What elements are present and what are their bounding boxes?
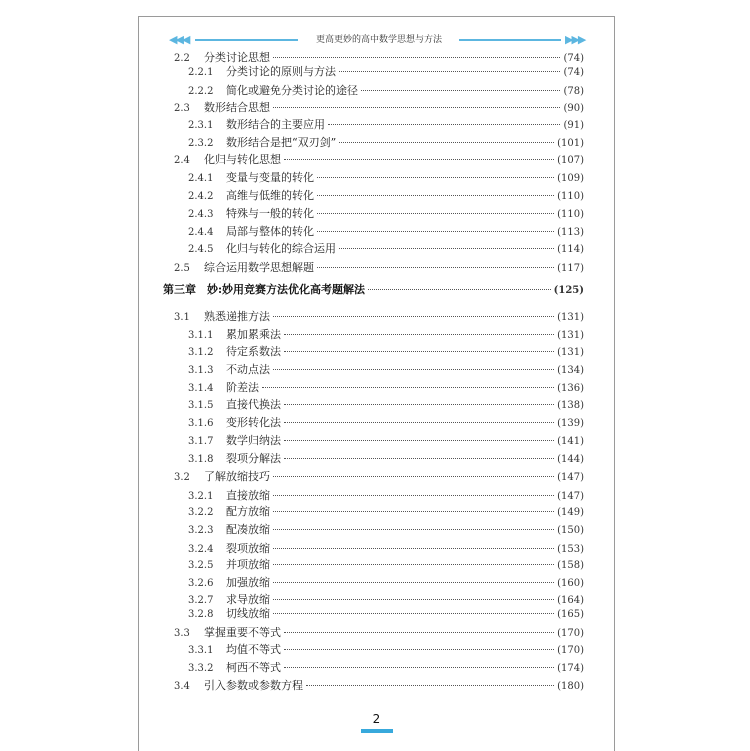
toc-page-number: (113) [557,227,584,238]
toc-entry-number: 3.3.1 [188,645,214,656]
toc-page-number: (150) [557,525,584,536]
toc-dot-leader [306,685,554,686]
toc-entry-title: 裂项分解法 [226,452,281,465]
toc-entry-number: 3.1.2 [188,347,214,358]
toc-entry[interactable] [188,168,584,188]
toc-page-number: (147) [557,472,584,483]
toc-entry-number: 3.2.4 [188,544,214,555]
toc-page-number: (131) [557,347,584,358]
toc-dot-leader [273,564,554,565]
toc-entry-number: 3.2.3 [188,525,214,536]
toc-entry-number: 2.3.1 [188,120,214,131]
toc-page-number: (144) [557,454,584,465]
toc-entry-title: 了解放缩技巧 [204,470,270,483]
toc-page-number: (101) [557,138,584,149]
toc-page-number: (164) [557,595,584,606]
toc-entry[interactable] [188,62,584,82]
toc-entry-number: 2.4.5 [188,244,214,255]
toc-entry-title: 引入参数或参数方程 [204,679,303,692]
toc-page-number: (74) [563,67,584,78]
toc-page-number: (125) [553,285,584,296]
toc-dot-leader [328,124,560,125]
toc-entry[interactable] [188,449,584,469]
header-book-title: 更高更妙的高中数学思想与方法 [315,35,442,45]
toc-entry-title: 不动点法 [226,363,270,376]
toc-entry[interactable] [188,640,584,660]
toc-entry[interactable] [188,115,584,135]
toc-entry-number: 3.1.6 [188,418,214,429]
toc-entry-number: 3.2.6 [188,578,214,589]
toc-entry-number: 2.5 [174,263,190,274]
book-page [138,16,615,751]
toc-entry-number: 2.4.1 [188,173,214,184]
toc-entry-number: 3.2.8 [188,609,214,620]
toc-entry-title: 裂项放缩 [226,542,270,555]
toc-entry-number: 3.1 [174,312,190,323]
toc-entry-number: 3.1.4 [188,383,214,394]
toc-entry[interactable] [174,150,584,170]
toc-entry-title: 高维与低维的转化 [226,189,314,202]
toc-dot-leader [273,107,560,108]
toc-entry[interactable] [188,360,584,380]
toc-page-number: (134) [557,365,584,376]
header-rule-left [195,39,298,41]
toc-page-number: (107) [557,155,584,166]
toc-dot-leader [284,632,554,633]
toc-entry-title: 数形结合是把“双刃剑” [226,136,337,149]
toc-page-number: (147) [557,491,584,502]
toc-entry-title: 化归与转化的综合运用 [226,242,336,255]
toc-dot-leader [339,248,554,249]
toc-page-number: (131) [557,312,584,323]
toc-entry-title: 加强放缩 [226,576,270,589]
toc-dot-leader [284,404,554,405]
toc-entry-title: 熟悉递推方法 [204,310,270,323]
toc-dot-leader [317,213,554,214]
toc-entry-number: 2.4 [174,155,190,166]
toc-entry[interactable] [188,431,584,451]
toc-entry-number: 3.1.7 [188,436,214,447]
toc-entry-number: 3.1.5 [188,400,214,411]
toc-page-number: (78) [563,86,584,97]
toc-entry-number: 2.2.2 [188,86,214,97]
page-number: 2 [372,712,381,726]
toc-dot-leader [284,334,554,335]
toc-entry[interactable] [188,204,584,224]
toc-entry-title: 分类讨论的原则与方法 [226,65,336,78]
toc-entry[interactable] [188,555,584,575]
toc-entry[interactable] [188,413,584,433]
toc-dot-leader [273,495,554,496]
toc-entry-title: 变形转化法 [226,416,281,429]
toc-entry-number: 3.2.2 [188,507,214,518]
toc-dot-leader [273,599,554,600]
toc-entry-title: 数学归纳法 [226,434,281,447]
toc-entry-title: 数形结合思想 [204,101,270,114]
toc-page-number: (160) [557,578,584,589]
toc-dot-leader [273,582,554,583]
toc-entry[interactable] [188,186,584,206]
toc-entry[interactable] [188,520,584,540]
toc-entry-title: 分类讨论思想 [204,51,270,64]
toc-page-number: (165) [557,609,584,620]
toc-dot-leader [317,231,554,232]
toc-page-number: (109) [557,173,584,184]
toc-entry-title: 特殊与一般的转化 [226,207,314,220]
toc-entry-title: 配方放缩 [226,505,270,518]
toc-entry-number: 3.2 [174,472,190,483]
toc-dot-leader [273,316,554,317]
toc-dot-leader [284,458,554,459]
toc-dot-leader [339,71,560,72]
toc-dot-leader [284,440,554,441]
toc-entry-number: 2.2.1 [188,67,214,78]
toc-entry-number: 第三章 [163,283,196,296]
toc-page-number: (91) [563,120,584,131]
toc-page-number: (153) [557,544,584,555]
toc-page-number: (141) [557,436,584,447]
toc-page-number: (158) [557,560,584,571]
toc-entry-title: 局部与整体的转化 [226,225,314,238]
header-right-arrows-icon: ▶▶▶ [565,33,585,46]
toc-chapter-entry[interactable] [163,280,584,300]
toc-dot-leader [317,267,554,268]
toc-dot-leader [284,351,554,352]
toc-page-number: (149) [557,507,584,518]
toc-entry-number: 2.4.2 [188,191,214,202]
toc-entry-title: 数形结合的主要应用 [226,118,325,131]
toc-dot-leader [273,57,560,58]
toc-entry[interactable] [174,307,584,327]
toc-dot-leader [273,511,554,512]
toc-entry-number: 3.2.7 [188,595,214,606]
toc-page-number: (114) [557,244,584,255]
toc-dot-leader [284,649,554,650]
toc-entry[interactable] [188,395,584,415]
toc-entry-number: 3.1.1 [188,330,214,341]
toc-entry-number: 3.2.1 [188,491,214,502]
toc-entry-title: 掌握重要不等式 [204,626,281,639]
page-number-bar [361,729,393,733]
toc-dot-leader [361,90,560,91]
toc-dot-leader [284,667,554,668]
toc-entry-title: 柯西不等式 [226,661,281,674]
toc-entry-title: 配凑放缩 [226,523,270,536]
toc-entry[interactable] [174,467,584,487]
toc-entry-number: 2.4.3 [188,209,214,220]
toc-entry[interactable] [188,658,584,678]
toc-entry-number: 3.4 [174,681,190,692]
toc-page-number: (74) [563,53,584,64]
toc-dot-leader [317,195,554,196]
toc-page-number: (139) [557,418,584,429]
toc-dot-leader [317,177,554,178]
toc-dot-leader [284,159,554,160]
toc-entry-title: 待定系数法 [226,345,281,358]
toc-page-number: (110) [557,209,584,220]
toc-page-number: (90) [563,103,584,114]
toc-page-number: (117) [557,263,584,274]
toc-entry-number: 2.3 [174,103,190,114]
toc-entry[interactable] [174,676,584,696]
toc-dot-leader [284,422,554,423]
toc-page-number: (174) [557,663,584,674]
toc-entry-number: 3.1.3 [188,365,214,376]
toc-entry-number: 3.3 [174,628,190,639]
toc-entry-title: 并项放缩 [226,558,270,571]
header-left-arrows-icon: ◀◀◀ [169,33,189,46]
toc-entry-number: 3.3.2 [188,663,214,674]
toc-entry-title: 直接放缩 [226,489,270,502]
toc-entry-number: 2.4.4 [188,227,214,238]
toc-entry-title: 切线放缩 [226,607,270,620]
toc-entry-number: 3.1.8 [188,454,214,465]
toc-dot-leader [262,387,554,388]
toc-dot-leader [273,548,554,549]
toc-entry-title: 阶差法 [226,381,259,394]
toc-entry[interactable] [174,258,584,278]
toc-dot-leader [273,529,554,530]
toc-entry[interactable] [188,342,584,362]
toc-dot-leader [273,613,554,614]
toc-entry[interactable] [188,502,584,522]
toc-entry-number: 2.2 [174,53,190,64]
toc-entry[interactable] [188,604,584,624]
toc-entry-title: 直接代换法 [226,398,281,411]
toc-entry-number: 3.2.5 [188,560,214,571]
toc-dot-leader [368,289,551,290]
toc-page-number: (110) [557,191,584,202]
toc-page-number: (138) [557,400,584,411]
running-header [139,31,614,49]
toc-entry-number: 2.3.2 [188,138,214,149]
toc-dot-leader [273,476,554,477]
toc-entry[interactable] [188,239,584,259]
toc-entry-title: 求导放缩 [226,593,270,606]
header-rule-right [459,39,561,41]
toc-entry-title: 变量与变量的转化 [226,171,314,184]
toc-page-number: (170) [557,628,584,639]
toc-page-number: (180) [557,681,584,692]
toc-entry-title: 简化或避免分类讨论的途径 [226,84,358,97]
toc-dot-leader [273,369,554,370]
toc-entry-title: 综合运用数学思想解题 [204,261,314,274]
toc-entry-title: 妙:妙用竞赛方法优化高考题解法 [207,283,366,296]
toc-page-number: (131) [557,330,584,341]
toc-entry-title: 累加累乘法 [226,328,281,341]
toc-page-number: (170) [557,645,584,656]
toc-entry-title: 均值不等式 [226,643,281,656]
toc-page-number: (136) [557,383,584,394]
toc-dot-leader [339,142,554,143]
toc-entry-title: 化归与转化思想 [204,153,281,166]
